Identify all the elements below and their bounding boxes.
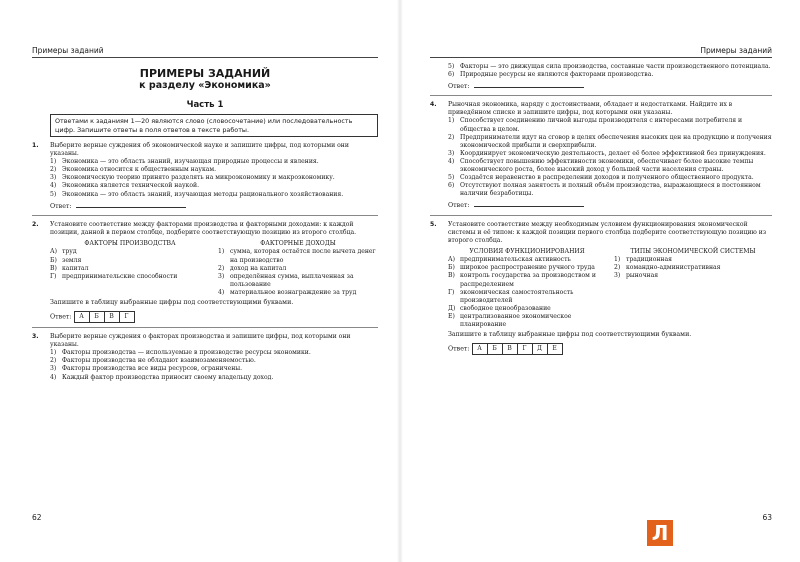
option-text: Экономика — это область знаний, изучающая методы рационального хозяйствования. bbox=[62, 190, 344, 198]
question-1 bbox=[32, 142, 378, 211]
option-text: Факторы производства не обладают взаимозаменяемостью. bbox=[62, 357, 256, 365]
question-text: Рыночная экономика, наряду с достоинствами, обладает и недостатками. Найдите их в приведённом списке и запишите цифры, под которыми они указаны. bbox=[448, 101, 733, 117]
answer-label: Ответ: bbox=[50, 313, 72, 321]
option-number: 1) bbox=[50, 158, 57, 166]
column-header: ФАКТОРЫ ПРОИЗВОДСТВА bbox=[84, 239, 176, 247]
answer-line[interactable] bbox=[474, 206, 584, 207]
option-number: 3) bbox=[218, 272, 225, 280]
answer-field[interactable] bbox=[448, 83, 772, 91]
question-4 bbox=[430, 101, 772, 210]
option-letter: А) bbox=[448, 256, 455, 264]
incomes-column bbox=[218, 240, 378, 297]
part-heading: Часть 1 bbox=[186, 100, 224, 110]
question-text: Выберите верные суждения об экономической науке и запишите цифры, под которыми они указаны. bbox=[50, 142, 349, 158]
types-column bbox=[614, 248, 772, 329]
question-text: Установите соответствие между необходимым условием функционирования экономической системы и её типом: к каждой позиции первого столбца подберите соответствующую позицию из второго столбца. bbox=[448, 220, 767, 244]
option-text: командно-административная bbox=[626, 264, 721, 272]
option-text: Природные ресурсы не являются факторами производства. bbox=[460, 71, 654, 79]
option-number: 6) bbox=[448, 182, 455, 190]
option-number: 6) bbox=[448, 71, 455, 79]
answer-field[interactable] bbox=[448, 202, 772, 210]
question-2 bbox=[32, 221, 378, 323]
answer-table bbox=[50, 311, 378, 323]
option-text: предпринимательская активность bbox=[460, 256, 571, 264]
option-number: 3) bbox=[50, 174, 57, 182]
divider bbox=[430, 95, 772, 96]
option-text: земля bbox=[62, 256, 82, 264]
answer-cell[interactable]: В bbox=[502, 343, 518, 355]
option-number: 4) bbox=[50, 182, 57, 190]
answer-line[interactable] bbox=[76, 207, 186, 208]
option-text: централизованное экономическое планирование bbox=[460, 312, 572, 329]
page-number-right: 63 bbox=[762, 513, 772, 522]
option-text: Экономика является технической наукой. bbox=[62, 182, 200, 190]
question-number: 2. bbox=[32, 220, 39, 228]
option-letter: А) bbox=[50, 248, 57, 256]
answer-line[interactable] bbox=[474, 87, 584, 88]
divider bbox=[32, 215, 378, 216]
option-text: экономическая самостоятельность производителей bbox=[460, 288, 574, 304]
answer-label: Ответ: bbox=[448, 202, 470, 210]
question-5 bbox=[430, 221, 772, 356]
option-number: 5) bbox=[448, 174, 455, 182]
option-number: 1) bbox=[50, 349, 57, 357]
column-header: УСЛОВИЯ ФУНКЦИОНИРОВАНИЯ bbox=[469, 247, 585, 255]
option-number: 2) bbox=[614, 264, 621, 272]
question-number: 3. bbox=[32, 333, 39, 341]
question-text: Установите соответствие между факторами производства и факторными доходами: к каждой позиции, данной в первом столбце, подберите соответствующую позицию из второго столбца. bbox=[50, 220, 357, 236]
option-text: контроль государства за производством и распределением bbox=[460, 272, 596, 288]
answer-field[interactable] bbox=[50, 203, 378, 211]
conditions-column bbox=[448, 248, 606, 329]
option-text: Каждый фактор производства приносит своему владельцу доход. bbox=[62, 373, 274, 381]
option-text: капитал bbox=[62, 264, 89, 272]
option-number: 3) bbox=[614, 272, 621, 280]
answer-cell[interactable]: Е bbox=[547, 343, 563, 355]
option-text: доход на капитал bbox=[230, 264, 287, 272]
option-number: 5) bbox=[448, 63, 455, 70]
option-number: 1) bbox=[218, 248, 225, 256]
option-text: Предприниматели идут на сговор в целях обеспечения высоких цен на продукцию и получения экономической прибыли и сверхприбыли. bbox=[460, 133, 772, 149]
answer-cell[interactable]: Б bbox=[89, 311, 105, 323]
answer-cell[interactable]: А bbox=[472, 343, 488, 355]
answer-label: Ответ: bbox=[50, 202, 72, 210]
right-page bbox=[400, 0, 800, 562]
option-number: 1) bbox=[614, 256, 621, 264]
option-letter: Г) bbox=[50, 272, 57, 280]
option-text: Отсутствуют полная занятость и полный объём производства, выражающиеся в постоянном наличии безработицы. bbox=[460, 182, 761, 198]
option-text: Экономическую теорию принято разделять на микроэкономику и макроэкономику. bbox=[62, 174, 335, 182]
option-number: 2) bbox=[448, 133, 455, 141]
answer-cell[interactable]: В bbox=[104, 311, 120, 323]
option-text: Факторы — это движущая сила производства, составные части производственного потенциала. bbox=[460, 63, 771, 70]
running-header: Примеры заданий bbox=[430, 38, 772, 58]
answer-cell[interactable]: А bbox=[74, 311, 90, 323]
question-3-continued bbox=[430, 63, 772, 91]
option-text: материальное вознаграждение за труд bbox=[230, 288, 357, 296]
option-number: 4) bbox=[218, 288, 225, 296]
option-text: Способствует соединению личной выгоды производителя с интересами потребителя и общества в целом. bbox=[460, 117, 743, 133]
factors-column bbox=[50, 240, 210, 297]
option-letter: Д) bbox=[448, 304, 456, 312]
option-letter: Г) bbox=[448, 288, 455, 296]
option-number: 3) bbox=[448, 149, 455, 157]
question-number: 1. bbox=[32, 142, 39, 149]
running-header: Примеры заданий bbox=[32, 38, 378, 58]
option-number: 5) bbox=[50, 190, 57, 198]
answer-label: Ответ: bbox=[448, 345, 470, 353]
option-number: 4) bbox=[448, 157, 455, 165]
option-text: традиционная bbox=[626, 256, 672, 264]
column-header: ТИПЫ ЭКОНОМИЧЕСКОЙ СИСТЕМЫ bbox=[630, 247, 756, 255]
option-text: Факторы производства все виды ресурсов, ограничены. bbox=[62, 365, 243, 373]
option-text: Экономика относится к общественным наукам. bbox=[62, 166, 217, 174]
page-number-left: 62 bbox=[32, 513, 42, 522]
publisher-logo-icon: Л bbox=[647, 520, 673, 546]
answer-cell[interactable]: Б bbox=[487, 343, 503, 355]
option-text: определённая сумма, выплаченная за пользование bbox=[230, 272, 354, 288]
option-letter: Б) bbox=[448, 264, 455, 272]
option-number: 2) bbox=[218, 264, 225, 272]
option-text: предпринимательские способности bbox=[62, 272, 178, 280]
answer-cell[interactable]: Г bbox=[517, 343, 533, 355]
page-title: ПРИМЕРЫ ЗАДАНИЙ bbox=[139, 67, 271, 80]
table-instruction: Запишите в таблицу выбранные цифры под соответствующими буквами. bbox=[50, 299, 294, 306]
answer-cell[interactable]: Г bbox=[119, 311, 135, 323]
question-number: 4. bbox=[430, 101, 437, 109]
answer-table bbox=[448, 343, 772, 355]
option-letter: Б) bbox=[50, 256, 57, 264]
option-number: 4) bbox=[50, 373, 57, 381]
page-subtitle: к разделу «Экономика» bbox=[139, 80, 271, 91]
question-3 bbox=[32, 333, 378, 382]
answer-label: Ответ: bbox=[448, 83, 470, 91]
option-text: труд bbox=[62, 248, 77, 256]
option-number: 1) bbox=[448, 117, 455, 125]
option-letter: В) bbox=[50, 264, 57, 272]
table-instruction: Запишите в таблицу выбранные цифры под соответствующими буквами. bbox=[448, 331, 692, 339]
column-header: ФАКТОРНЫЕ ДОХОДЫ bbox=[260, 239, 336, 247]
option-text: Способствует повышению эффективности экономики, обеспечивает более высокие темпы экономического роста, более высокий доход у большей части населения страны. bbox=[460, 157, 754, 174]
option-text: Экономика — это область знаний, изучающая природные процессы и явления. bbox=[62, 158, 319, 166]
option-text: рыночная bbox=[626, 272, 659, 280]
option-text: Создаётся неравенство в распределении доходов и полученного общественного продукта. bbox=[460, 174, 754, 182]
option-number: 2) bbox=[50, 357, 57, 365]
option-letter: Е) bbox=[448, 312, 455, 320]
divider bbox=[32, 327, 378, 328]
option-text: широкое распространение ручного труда bbox=[460, 264, 595, 272]
option-text: Факторы производства — используемые в производстве ресурсы экономики. bbox=[62, 349, 311, 357]
divider bbox=[430, 215, 772, 216]
answer-cell[interactable]: Д bbox=[532, 343, 548, 355]
option-text: свободное ценообразование bbox=[460, 304, 551, 312]
option-number: 2) bbox=[50, 166, 57, 174]
question-text: Выберите верные суждения о факторах производства и запишите цифры, под которыми они указаны. bbox=[50, 333, 351, 349]
option-letter: В) bbox=[448, 272, 455, 280]
option-number: 3) bbox=[50, 365, 57, 373]
instructions-box: Ответами к заданиям 1—20 являются слово (словосочетание) или последовательность цифр. Запишите ответы в поля ответов в тексте работы. bbox=[50, 114, 378, 137]
option-text: Координирует экономическую деятельность, делает её более эффективной без принуждения. bbox=[460, 149, 766, 157]
option-text: сумма, которая остаётся после вычета денег на производство bbox=[230, 248, 376, 264]
question-number: 5. bbox=[430, 220, 437, 228]
